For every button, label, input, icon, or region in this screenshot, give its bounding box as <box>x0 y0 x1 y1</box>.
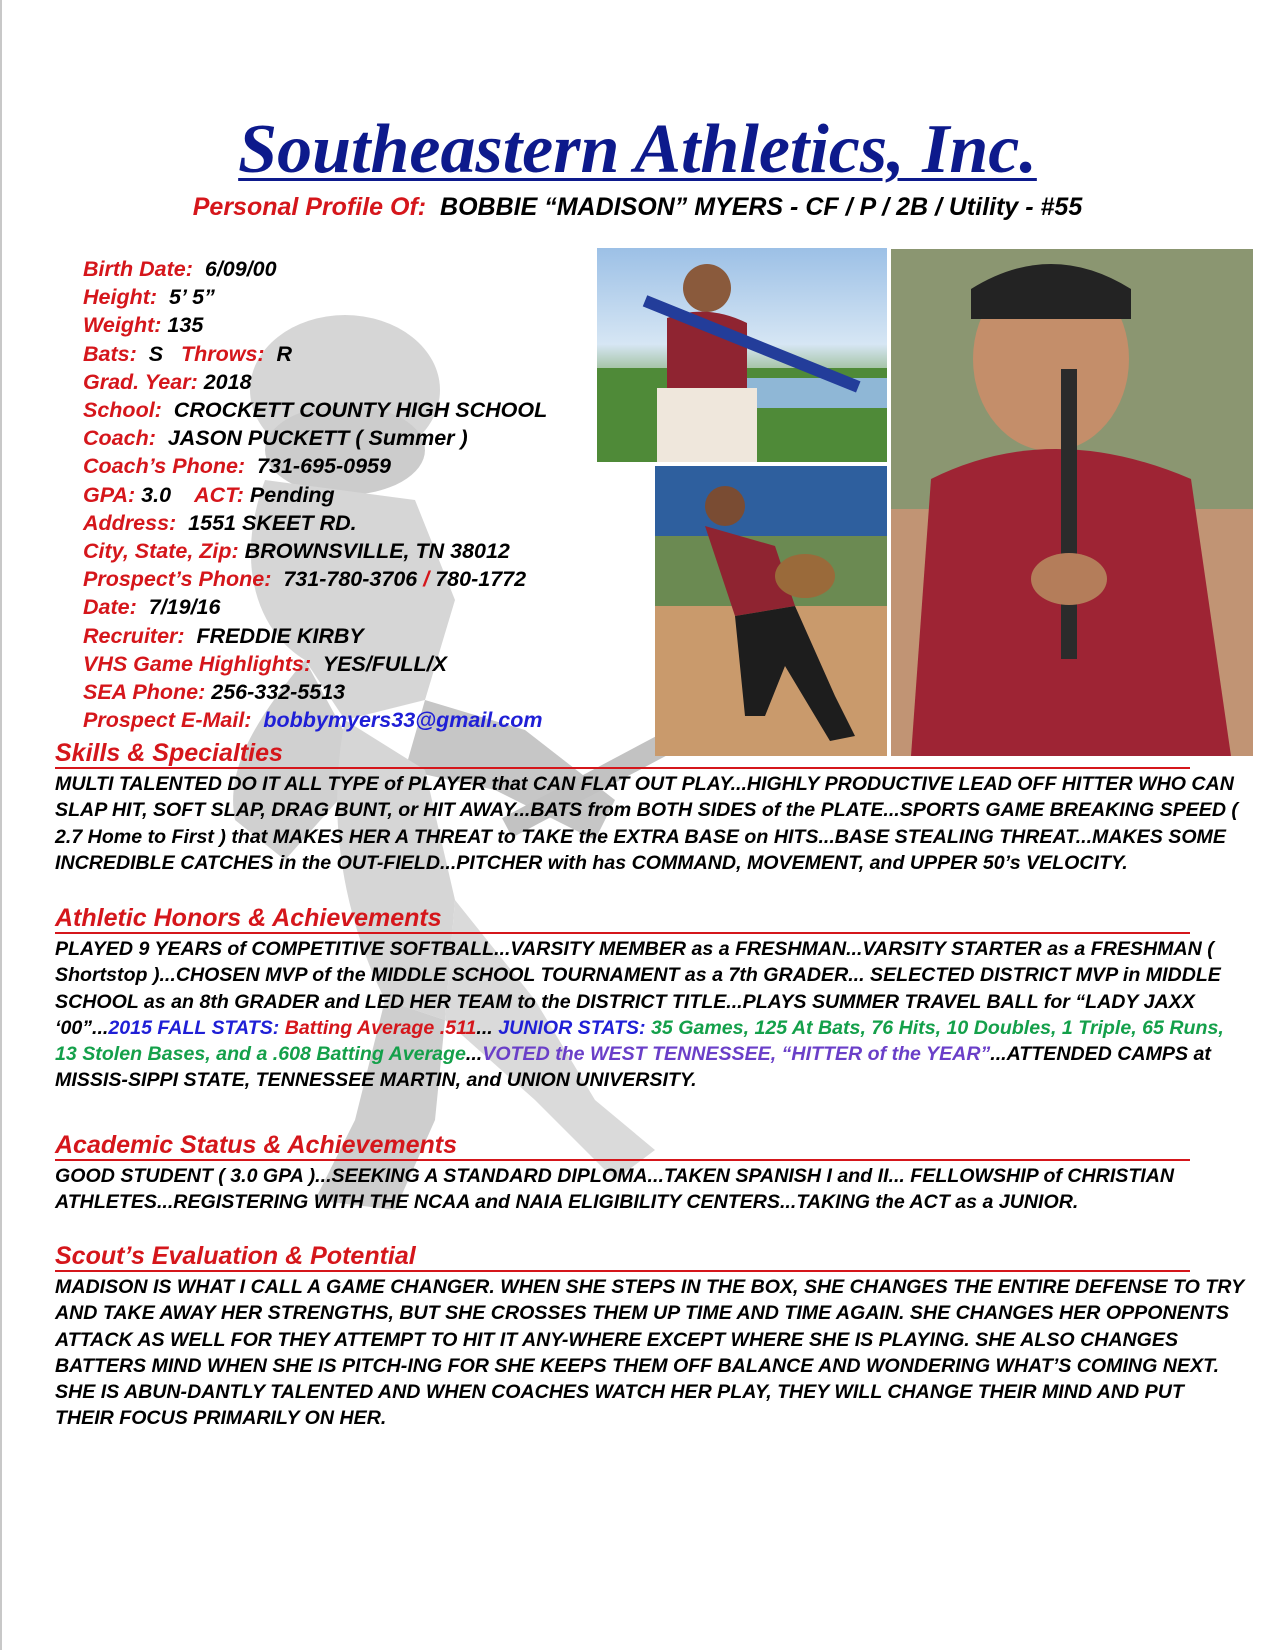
academic-body: GOOD STUDENT ( 3.0 GPA )...SEEKING A STANDARD DIPLOMA...TAKEN SPANISH I and II... FELLOWSHIP of CHRISTIAN ATHLETES...REGISTERING WITH THE NCAA and NAIA ELIGIBILITY CENTERS...TAKING the ACT as a JUNIOR. <box>55 1165 1175 1214</box>
academic-section <box>55 1130 1245 1216</box>
info-coach-phone: Coach’s Phone: 731-695-0959 <box>83 454 391 479</box>
info-date: Date: 7/19/16 <box>83 595 221 620</box>
info-weight: Weight: 135 <box>83 313 204 338</box>
player-info <box>83 255 547 734</box>
info-gpa-act: GPA: 3.0 ACT: Pending <box>83 482 335 507</box>
scout-heading: Scout’s Evaluation & Potential <box>55 1242 416 1270</box>
profile-name: BOBBIE “MADISON” MYERS - CF / P / 2B / Utility - #55 <box>440 193 1083 221</box>
scout-body: MADISON IS WHAT I CALL A GAME CHANGER. WHEN SHE STEPS IN THE BOX, SHE CHANGES THE ENTIRE DEFENSE TO TRY AND TAKE AWAY HER STRENGTHS, BUT SHE CROSSES THEM UP TIME AND TIME AGAIN. SHE CHANGES HER OPPONENTS ATTACK AS WELL FOR THEY ATTEMPT TO HIT IT ANY-WHERE EXCEPT WHERE SHE IS PLAYING. SHE ALSO CHANGES BATTERS MIND WHEN SHE IS PITCH-ING FOR SHE KEEPS THEM OFF BALANCE AND WONDERING WHAT’S COMING NEXT. SHE IS ABUN-DANTLY TALENTED AND WHEN COACHES WATCH HER PLAY, THEY WILL CHANGE THEIR MIND AND PUT THEIR FOCUS PRIMARILY ON HER. <box>55 1276 1244 1430</box>
info-vhs-highlights: VHS Game Highlights: YES/FULL/X <box>83 651 447 676</box>
batting-photo <box>597 248 887 462</box>
skills-body: MULTI TALENTED DO IT ALL TYPE of PLAYER that CAN FLAT OUT PLAY...HIGHLY PRODUCTIVE LEAD OFF HITTER WHO CAN SLAP HIT, SOFT SLAP, DRAG BUNT, or HIT AWAY...BATS from BOTH SIDES of the PLATE...SPORTS GAME BREAKING SPEED ( 2.7 Home to First ) that MAKES HER A THREAT to TAKE the EXTRA BASE on HITS...BASE STEALING THREAT...MAKES SOME INCREDIBLE CATCHES in the OUT-FIELD...PITCHER with has COMMAND, MOVEMENT, and UPPER 50’s VELOCITY. <box>55 773 1238 874</box>
academic-heading: Academic Status & Achievements <box>55 1131 458 1159</box>
info-birth-date: Birth Date: 6/09/00 <box>83 257 277 281</box>
honors-section <box>55 903 1245 1094</box>
info-address: Address: 1551 SKEET RD. <box>83 510 357 535</box>
portrait-photo <box>891 249 1253 756</box>
skills-section <box>55 738 1245 876</box>
info-grad-year: Grad. Year: 2018 <box>83 369 252 394</box>
info-sea-phone: SEA Phone: 256-332-5513 <box>83 680 346 705</box>
info-email: Prospect E-Mail: bobbymyers33@gmail.com <box>83 708 543 733</box>
scout-section <box>55 1241 1245 1432</box>
info-city-state-zip: City, State, Zip: BROWNSVILLE, TN 38012 <box>83 539 510 564</box>
info-school: School: CROCKETT COUNTY HIGH SCHOOL <box>83 398 548 423</box>
info-bats-throws: Bats: S Throws: R <box>83 341 293 366</box>
profile-heading <box>0 193 1275 222</box>
page-edge <box>0 0 2 1650</box>
profile-label: Personal Profile Of: <box>192 193 427 221</box>
company-title: Southeastern Athletics, Inc. <box>238 111 1037 188</box>
info-height: Height: 5’ 5” <box>83 285 215 310</box>
info-coach: Coach: JASON PUCKETT ( Summer ) <box>83 426 468 451</box>
pitching-photo <box>655 466 887 756</box>
info-prospect-phone: Prospect’s Phone: 731-780-3706 / 780-1772 <box>83 567 527 592</box>
honors-body: PLAYED 9 YEARS of COMPETITIVE SOFTBALL...VARSITY MEMBER as a FRESHMAN...VARSITY STARTER as a FRESHMAN ( Shortstop )...CHOSEN MVP of the MIDDLE SCHOOL TOURNAMENT as a 7th GRADER... SELECTED DISTRICT MVP in MIDDLE SCHOOL as an 8th GRADER and LED HER TEAM to the DISTRICT TITLE...PLAYS SUMMER TRAVEL BALL for “LADY JAXX ‘00”...2015 FALL STATS: Batting Average .511... JUNIOR STATS: 35 Games, 125 At Bats, 76 Hits, 10 Doubles, 1 Triple, 65 Runs, 13 Stolen Bases, and a .608 Batting Average...VOTED the WEST TENNESSEE, “HITTER of the YEAR”...ATTENDED CAMPS at MISSIS-SIPPI STATE, TENNESSEE MARTIN, and UNION UNIVERSITY. <box>55 938 1224 1092</box>
skills-heading: Skills & Specialties <box>55 739 283 767</box>
honors-heading: Athletic Honors & Achievements <box>55 904 442 932</box>
info-recruiter: Recruiter: FREDDIE KIRBY <box>83 623 364 648</box>
email-link[interactable]: bobbymyers33@gmail.com <box>263 708 543 733</box>
